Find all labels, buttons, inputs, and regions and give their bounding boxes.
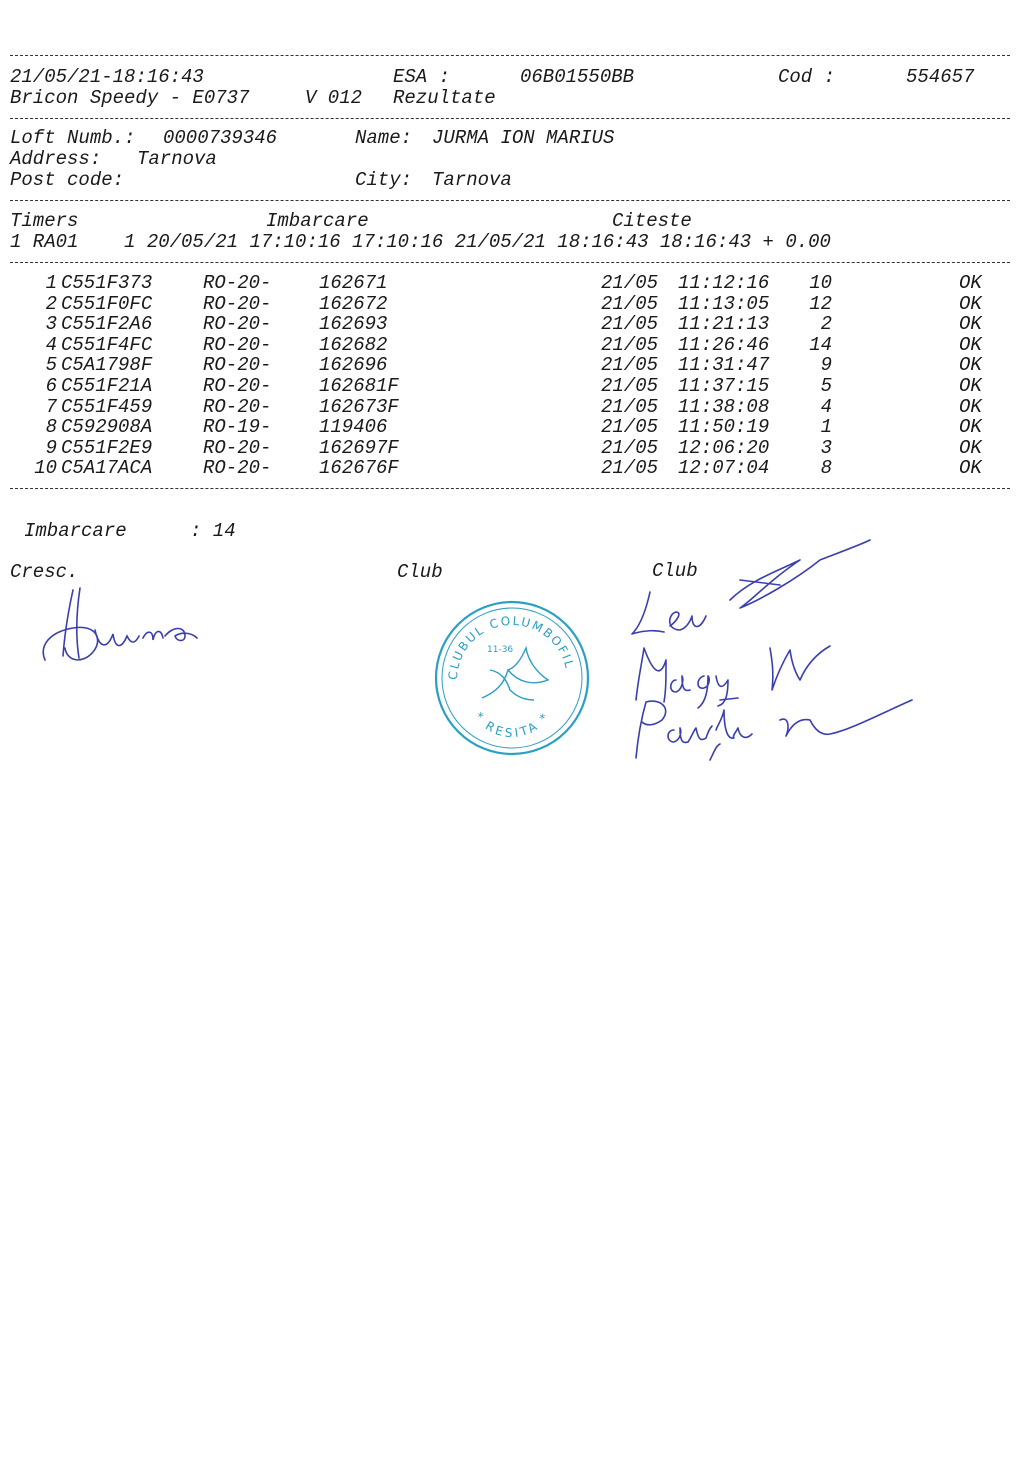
imbarcare-total-value: : 14 [190,520,236,542]
timers-label: Timers [10,210,79,232]
status: OK [959,354,982,377]
ring-number: 162696 [319,354,388,377]
arrival-time: 12:06:20 [678,436,770,459]
table-row [0,397,1024,417]
ring-prefix: RO-20- [203,272,272,294]
row-number: 9 [45,436,57,459]
club-label: Club [397,561,443,583]
imbarcare-total-label: Imbarcare [24,520,127,542]
status: OK [959,457,982,480]
table-row [0,273,1024,293]
arrival-date: 21/05 [601,354,659,377]
divider [10,118,1010,119]
ring-prefix: RO-20- [203,395,272,418]
divider [10,488,1010,489]
ring-number: 162676F [319,457,399,480]
ring-number: 162682 [319,333,388,356]
table-row [0,294,1024,314]
post-code-label: Post code: [10,169,125,191]
status: OK [959,272,982,294]
status: OK [959,416,982,439]
position: 10 [809,272,832,294]
cod-value: 554657 [906,66,975,88]
arrival-date: 21/05 [601,436,659,459]
position: 8 [820,457,832,480]
arrival-time: 11:37:15 [678,375,770,397]
status: OK [959,375,982,397]
timers-imbarcare-label: Imbarcare [266,210,369,232]
table-row [0,376,1024,396]
loft-number-label: Loft Numb.: [10,127,136,149]
cod-label: Cod : [778,66,836,88]
row-number: 4 [45,333,57,356]
arrival-date: 21/05 [601,272,659,294]
divider [10,262,1010,263]
stamp-code: 11-36 [487,645,514,655]
ring-number: 162697F [319,436,399,459]
row-number: 1 [45,272,57,294]
arrival-date: 21/05 [601,416,659,439]
table-row [0,314,1024,334]
ring-prefix: RO-20- [203,375,272,397]
esa-label: ESA : [393,66,451,88]
table-row [0,458,1024,478]
position: 12 [809,292,832,315]
club-stamp [430,600,595,760]
ring-number: 162673F [319,395,399,418]
arrival-date: 21/05 [601,457,659,480]
club-officials-signatures [620,530,920,770]
ring-prefix: RO-20- [203,436,272,459]
arrival-time: 11:13:05 [678,292,770,315]
arrival-time: 11:21:13 [678,313,770,336]
status: OK [959,395,982,418]
name-label: Name: [355,127,413,149]
arrival-date: 21/05 [601,333,659,356]
divider [10,200,1010,201]
chip-id: C592908A [61,416,153,439]
chip-id: C5A17ACA [61,457,153,480]
chip-id: C5A1798F [61,354,153,377]
city-value: Tarnova [432,169,512,191]
arrival-time: 11:12:16 [678,272,770,294]
table-row [0,417,1024,437]
chip-id: C551F4FC [61,333,153,356]
ring-prefix: RO-19- [203,416,272,439]
row-number: 3 [45,313,57,336]
status: OK [959,292,982,315]
status: OK [959,436,982,459]
city-label: City: [355,169,413,191]
row-number: 2 [45,292,57,315]
ring-prefix: RO-20- [203,313,272,336]
arrival-date: 21/05 [601,395,659,418]
esa-value: 06B01550BB [520,66,635,88]
ring-prefix: RO-20- [203,292,272,315]
status: OK [959,313,982,336]
chip-id: C551F373 [61,272,153,294]
chip-id: C551F0FC [61,292,153,315]
position: 5 [820,375,832,397]
position: 3 [820,436,832,459]
ring-number: 162681F [319,375,399,397]
arrival-time: 12:07:04 [678,457,770,480]
divider [10,55,1010,56]
chip-id: C551F2A6 [61,313,153,336]
ring-prefix: RO-20- [203,354,272,377]
table-row [0,355,1024,375]
loft-number-value: 0000739346 [163,127,278,149]
name-value: JURMA ION MARIUS [432,127,615,149]
ring-number: 162672 [319,292,388,315]
position: 4 [820,395,832,418]
arrival-time: 11:38:08 [678,395,770,418]
arrival-time: 11:31:47 [678,354,770,377]
report-datetime: 21/05/21-18:16:43 [10,66,204,88]
ring-number: 162671 [319,272,388,294]
breeder-signature [35,578,215,678]
position: 1 [820,416,832,439]
row-number: 8 [45,416,57,439]
device-name: Bricon Speedy - E0737 [10,87,250,109]
timer-line: 1 RA01 1 20/05/21 17:10:16 17:10:16 21/05/21 18:16:43 18:16:43 + 0.00 [10,231,831,253]
table-row [0,335,1024,355]
club-label: Club [652,560,698,582]
chip-id: C551F21A [61,375,153,397]
ring-number: 162693 [319,313,388,336]
status: OK [959,333,982,356]
cresc-label: Cresc. [10,561,79,583]
row-number: 10 [34,457,57,480]
row-number: 6 [45,375,57,397]
position: 2 [820,313,832,336]
position: 14 [809,333,832,356]
chip-id: C551F2E9 [61,436,153,459]
ring-prefix: RO-20- [203,457,272,480]
arrival-date: 21/05 [601,292,659,315]
report-title: Rezultate [393,87,496,109]
ring-prefix: RO-20- [203,333,272,356]
address-label: Address: [10,148,102,170]
position: 9 [820,354,832,377]
timers-citeste-label: Citeste [612,210,692,232]
row-number: 5 [45,354,57,377]
chip-id: C551F459 [61,395,153,418]
row-number: 7 [45,395,57,418]
address-value: Tarnova [137,148,217,170]
ring-number: 119406 [319,416,388,439]
stamp-top-text: CLUBUL COLUMBOFIL [445,613,577,681]
table-row [0,438,1024,458]
arrival-time: 11:26:46 [678,333,770,356]
arrival-date: 21/05 [601,375,659,397]
arrival-time: 11:50:19 [678,416,770,439]
stamp-bottom-text: * RESITA * [471,708,554,741]
arrival-date: 21/05 [601,313,659,336]
firmware-version: V 012 [305,87,363,109]
